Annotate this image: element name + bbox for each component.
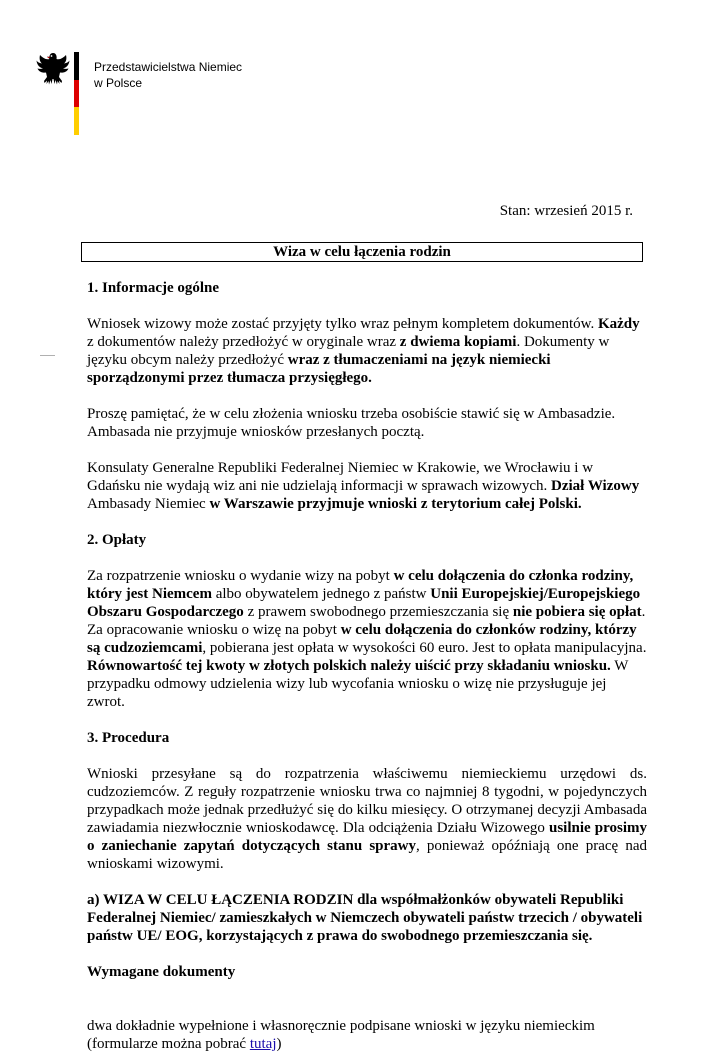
section-3-heading: 3. Procedura — [87, 730, 170, 746]
section-2-paragraph-2: Za opracowanie wniosku o wizę na pobyt w celu dołączenia do członków rodziny, którzy są cudzoziemcami, pobierana jest opłata w wysokości 60 euro. Jest to opłata manipulacyjna. Równowartość tej kwoty w złotych polskich należy uiścić przy składaniu wniosku. W przypadku odmowy udzielenia wizy lub wycofania wniosku o wizę nie przysługuje jej zwrot. — [87, 622, 647, 710]
org-line-1: Przedstawicielstwa Niemiec — [94, 60, 243, 74]
section-1-heading: 1. Informacje ogólne — [87, 280, 220, 296]
section-1-paragraph-2: Proszę pamiętać, że w celu złożenia wniosku trzeba osobiście stawić się w Ambasadzie. Ambasada nie przyjmuje wniosków przesłanych pocztą. — [87, 406, 616, 440]
organization-name — [94, 59, 242, 91]
section-1-paragraph-1: Wniosek wizowy może zostać przyjęty tylko wraz pełnym kompletem dokumentów. Każdy z dokumentów należy przedłożyć w oryginale wraz z dwiema kopiami. Dokumenty w języku obcym należy przedłożyć wraz z tłumaczeniami na język niemiecki sporządzonymi przez tłumacza przysięgłego. — [87, 316, 640, 386]
document-title: Wiza w celu łączenia rodzin — [81, 242, 643, 262]
federal-eagle-icon — [36, 50, 70, 88]
required-documents-heading: Wymagane dokumenty — [87, 964, 236, 980]
section-1-paragraph-3: Konsulaty Generalne Republiki Federalnej Niemiec w Krakowie, we Wrocławiu i w Gdańsku nie wydają wiz ani nie udzielają informacji w sprawach wizowych. Dział Wizowy Ambasady Niemiec w Warszawie przyjmuje wnioski z terytorium całej Polski. — [87, 460, 640, 512]
subsection-a-heading: a) WIZA W CELU ŁĄCZENIA RODZIN dla współmałżonków obywateli Republiki Federalnej Niemiec/ zamieszkałych w Niemczech obywateli państw trzecich / obywateli państw UE/ EOG, korzystających z prawa do swobodnego przemieszczania się. — [87, 892, 643, 944]
flag-stripe-black — [74, 52, 79, 80]
section-3-paragraph-1: Wnioski przesyłane są do rozpatrzenia właściwemu niemieckiemu urzędowi ds. cudzoziemców. Z reguły rozpatrzenie wniosku trwa co najmniej 8 tygodni, w pojedynczych przypadkach może jednak przedłużyć się do kilku miesięcy. O otrzymanej decyzji Ambasada zawiadamia niezwłocznie wnioskodawcę. Dla odciążenia Działu Wizowego usilnie prosimy o zaniechanie zapytań dotyczących stanu sprawy, ponieważ opóźniają one pracę nad wnioskami wizowymi. — [87, 766, 647, 872]
org-line-2: w Polsce — [94, 76, 143, 90]
document-body — [87, 279, 647, 1053]
flag-stripe-red — [74, 80, 79, 107]
section-2-paragraph-1: Za rozpatrzenie wniosku o wydanie wizy na pobyt w celu dołączenia do członka rodziny, który jest Niemcem albo obywatelem jednego z państw Unii Europejskiej/Europejskiego Obszaru Gospodarczego z prawem swobodnego przemieszczania się nie pobiera się opłat. — [87, 568, 646, 620]
margin-mark — [40, 355, 55, 356]
section-2-heading: 2. Opłaty — [87, 532, 147, 548]
flag-stripe-gold — [74, 107, 79, 135]
document-date: Stan: wrzesień 2015 r. — [499, 203, 633, 219]
forms-download-link[interactable]: tutaj — [249, 1036, 277, 1052]
document-list-item: dwa dokładnie wypełnione i własnoręcznie podpisane wnioski w języku niemieckim (formularze można pobrać tutaj) — [87, 1018, 595, 1052]
